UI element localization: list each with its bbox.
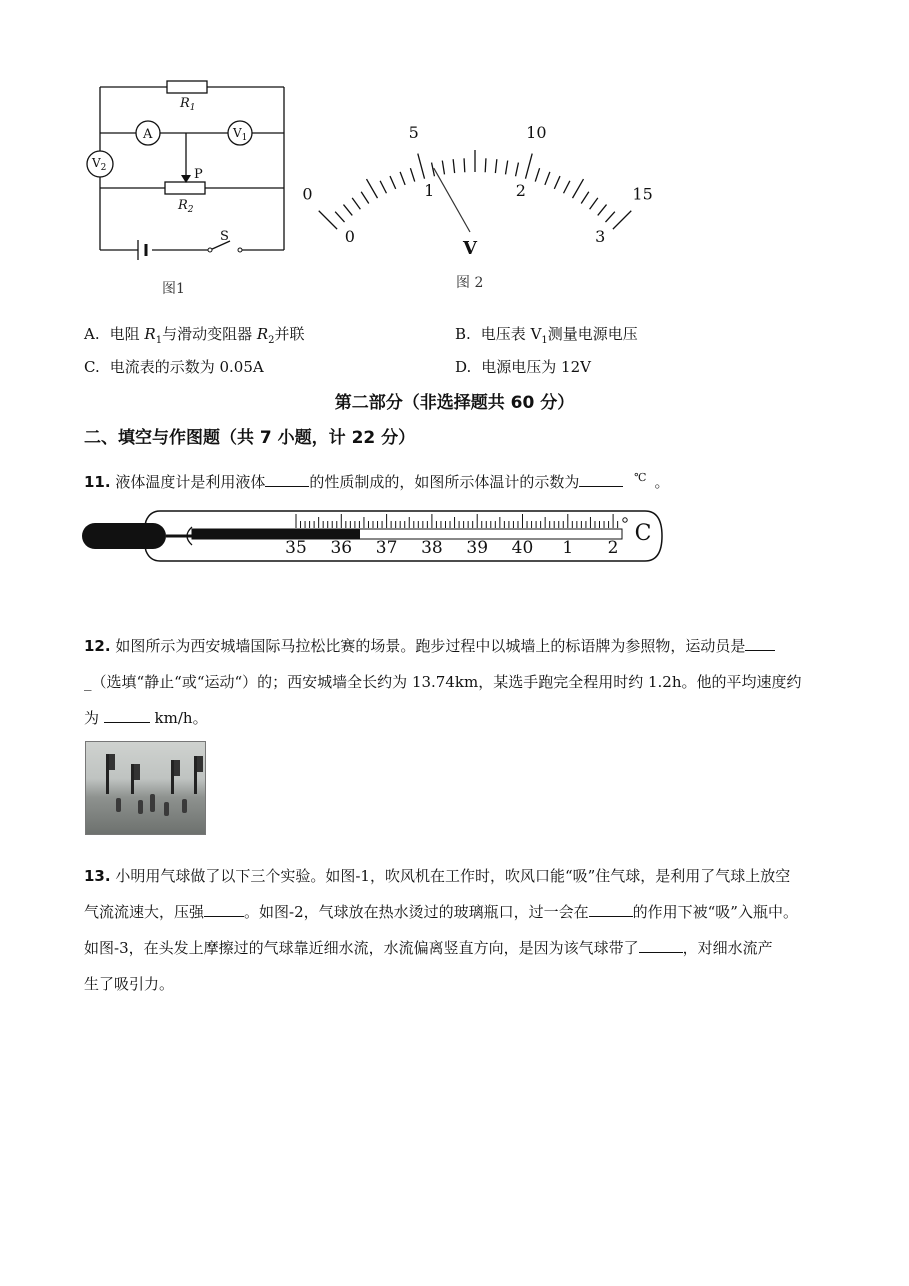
voltmeter-2-label: $V_2$: [92, 156, 107, 173]
thermometer-unit: C: [634, 521, 652, 546]
dial-tick: [564, 181, 570, 193]
dial-tick: [453, 159, 454, 173]
thermometer-label: 36: [330, 538, 353, 558]
voltmeter-dial: [302, 112, 653, 262]
section-heading: 二、填空与作图题（共 7 小题，计 22 分）: [84, 428, 416, 448]
dial-tick: [613, 211, 631, 229]
dial-tick: [605, 212, 614, 222]
dial-tick: [335, 212, 344, 222]
question-12: 12. 如图所示为西安城墙国际马拉松比赛的场景。跑步过程中以城墙上的标语牌为参照物，运动员是 _（选填“静止“或“运动“）的；西安城墙全长约为 13.74km，某选手跑完全程用时约 1.2h。他的平均速度约 为 km/h。: [84, 637, 802, 727]
dial-tick: [506, 161, 508, 175]
switch-label: S: [220, 229, 229, 244]
dial-unit-label: V: [463, 238, 477, 259]
ammeter-label: A: [143, 127, 153, 142]
dial-tick: [573, 179, 584, 198]
thermometer-bulb: [82, 523, 166, 549]
dial-tick: [516, 163, 519, 177]
dial-tick: [380, 181, 386, 193]
dial-bottom-label: 2: [515, 181, 526, 201]
thermometer-label: 38: [421, 538, 443, 558]
question-13: 13. 小明用气球做了以下三个实验。如图-1，吹风机在工作时，吹风口能“吸”住气球，是利用了气球上放空 气流流速大，压强 。如图-2，气球放在热水烫过的玻璃瓶口，过一会在 的作用下被“吸”入瓶中。 如图-3，在头发上摩擦过的气球靠近细水流，水流偏离竖直方向，是因为该气球带了 ，对细水流产 生了吸引力。: [84, 867, 798, 993]
dial-tick: [545, 172, 550, 185]
q13-blank-2[interactable]: [589, 901, 633, 917]
thermometer-label: 2: [607, 538, 619, 558]
figure-2-caption: 图 2: [456, 275, 484, 291]
dial-bottom-label: 1: [424, 181, 435, 201]
dial-tick: [400, 172, 405, 185]
dial-bottom-label: 0: [344, 226, 355, 246]
dial-tick: [390, 176, 396, 189]
q12-blank-1[interactable]: [745, 635, 775, 651]
thermometer-label: 37: [375, 538, 398, 558]
dial-tick: [485, 158, 486, 172]
dial-top-label: 5: [408, 123, 419, 143]
dial-tick: [590, 198, 598, 209]
dial-top-label: 15: [632, 184, 653, 204]
dial-bottom-label: 3: [595, 226, 606, 246]
dial-tick: [319, 211, 337, 229]
dial-top-label: 0: [302, 184, 313, 204]
celsius-unit: ℃: [634, 471, 647, 484]
dial-top-label: 10: [526, 123, 547, 143]
dial-tick: [464, 158, 465, 172]
dial-tick: [352, 198, 360, 209]
clinical-thermometer: [80, 505, 665, 567]
dial-tick: [495, 159, 496, 173]
figure-1-caption: 图1: [162, 281, 185, 297]
thermometer-label: 1: [562, 538, 574, 558]
dial-tick: [442, 161, 444, 175]
dial-tick: [361, 192, 369, 204]
r2-label: $R_2$: [178, 198, 194, 215]
dial-tick: [367, 179, 378, 198]
option-c[interactable]: C. 电流表的示数为 0.05A: [84, 358, 264, 376]
option-b[interactable]: B. 电压表 $V_1$测量电源电压: [455, 325, 638, 346]
option-a[interactable]: A. 电阻 $R_1$与滑动变阻器 $R_2$并联: [84, 325, 305, 346]
part-2-heading: 第二部分（非选择题共 60 分）: [334, 393, 575, 413]
thermometer-label: 40: [511, 538, 534, 558]
dial-tick: [535, 168, 539, 181]
dial-tick: [410, 168, 414, 181]
option-d[interactable]: D. 电源电压为 12V: [455, 358, 591, 376]
marathon-photo: [85, 741, 206, 835]
dial-tick: [581, 192, 589, 204]
q13-blank-1[interactable]: [204, 901, 244, 917]
q12-blank-2[interactable]: [104, 707, 150, 723]
dial-tick: [598, 205, 607, 216]
circuit-diagram: [80, 75, 300, 270]
dial-tick: [525, 154, 532, 179]
dial-tick: [554, 176, 560, 189]
thermometer-label: 35: [285, 538, 307, 558]
r1-label: $R_1$: [180, 96, 196, 113]
thermometer-label: 39: [466, 538, 489, 558]
q13-blank-3[interactable]: [639, 937, 683, 953]
dial-tick: [418, 154, 425, 179]
question-11: 11. 液体温度计是利用液体 的性质制成的，如图所示体温计的示数为 ℃ 。: [84, 471, 670, 491]
q11-blank-1[interactable]: [265, 471, 309, 487]
slider-label: P: [194, 167, 203, 182]
q11-blank-2[interactable]: [579, 471, 623, 487]
dial-needle: [434, 168, 470, 232]
voltmeter-1-label: $V_1$: [233, 126, 248, 143]
dial-tick: [343, 205, 352, 216]
